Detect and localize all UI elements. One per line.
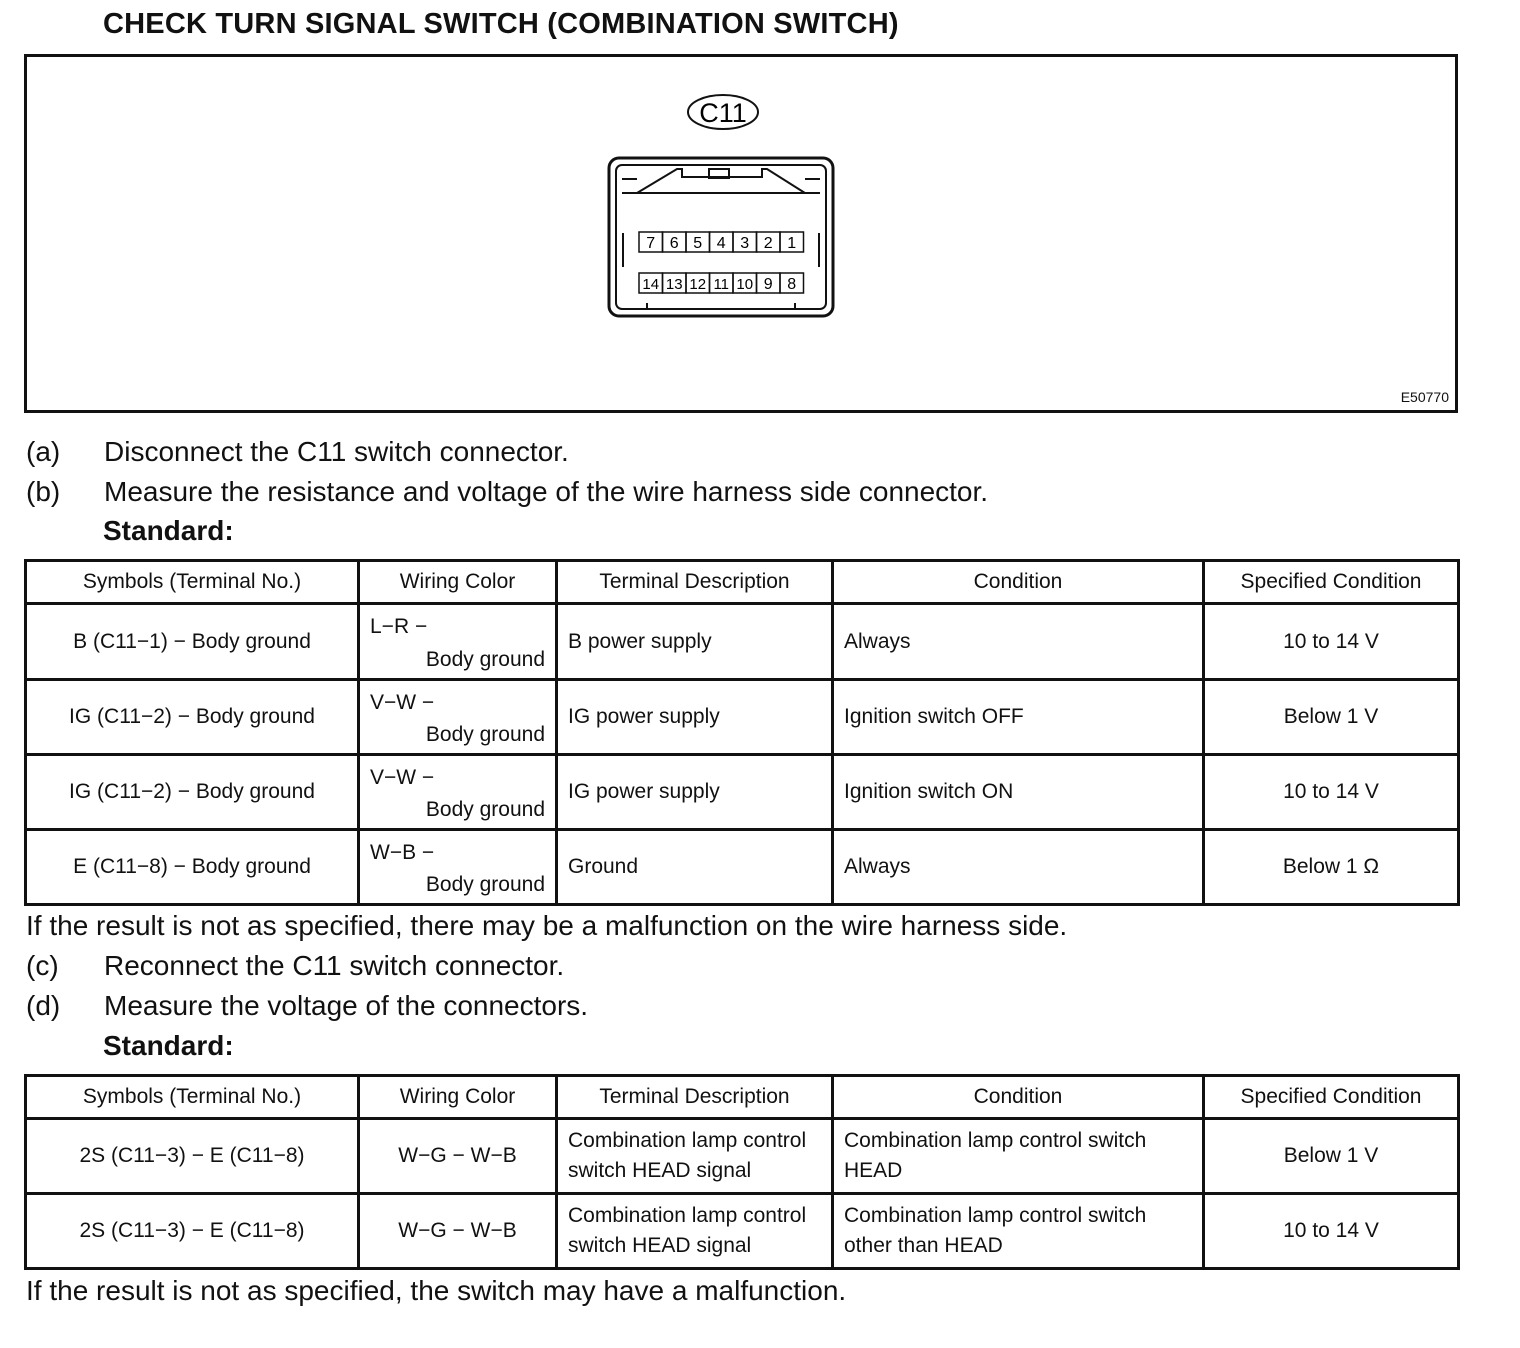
- spec-table-2: [24, 1074, 1460, 1270]
- step-text: Measure the voltage of the connectors.: [104, 990, 589, 1021]
- step-label: (d): [26, 990, 61, 1021]
- spec-cell: 10 to 14 V: [1204, 604, 1459, 680]
- condition-cell: Ignition switch OFF: [833, 680, 1204, 755]
- pin-number: 6: [669, 235, 679, 252]
- header-cell: Condition: [833, 561, 1204, 604]
- description-cell: [557, 1194, 833, 1269]
- standard-label: Standard:: [103, 515, 234, 546]
- result-note-1: If the result is not as specified, there may be a malfunction on the wire harness side.: [26, 910, 1068, 941]
- description-cell: IG power supply: [557, 680, 833, 755]
- symbol-cell: B (C11−1) − Body ground: [26, 604, 359, 680]
- condition-line-2: other than HEAD: [844, 1234, 1003, 1257]
- symbol-cell: E (C11−8) − Body ground: [26, 830, 359, 905]
- connector-figure: [24, 54, 1458, 413]
- header-cell: Specified Condition: [1204, 561, 1459, 604]
- spec-cell: Below 1 V: [1204, 1119, 1459, 1194]
- table-row: [26, 755, 1459, 830]
- wire-line-2: Body ground: [425, 873, 545, 896]
- pin-number: 14: [642, 276, 660, 293]
- wire-line-2: Body ground: [425, 648, 545, 671]
- figure-code: E50770: [1400, 389, 1449, 405]
- pin-number: 11: [713, 276, 730, 293]
- description-cell: B power supply: [557, 604, 833, 680]
- spec-cell: 10 to 14 V: [1204, 1194, 1459, 1269]
- spec-table-1: [24, 559, 1460, 906]
- connector-label: C11: [699, 98, 747, 128]
- wiring-cell: [359, 680, 557, 755]
- header-cell: Symbols (Terminal No.): [26, 561, 359, 604]
- spec-cell: Below 1 Ω: [1204, 830, 1459, 905]
- spec-cell: Below 1 V: [1204, 680, 1459, 755]
- table-header-row: [26, 1076, 1459, 1119]
- table-row: [26, 604, 1459, 680]
- table-row: [26, 1194, 1459, 1269]
- table-row: [26, 680, 1459, 755]
- header-cell: Specified Condition: [1204, 1076, 1459, 1119]
- condition-cell: Always: [833, 830, 1204, 905]
- wiring-cell: [359, 755, 557, 830]
- description-line-2: switch HEAD signal: [568, 1234, 752, 1257]
- condition-cell: [833, 1194, 1204, 1269]
- wire-line-1: V−W −: [370, 766, 435, 789]
- description-line-1: Combination lamp control: [568, 1204, 807, 1227]
- header-cell: Symbols (Terminal No.): [26, 1076, 359, 1119]
- pin-row-bottom: [639, 273, 804, 293]
- symbol-cell: 2S (C11−3) − E (C11−8): [26, 1194, 359, 1269]
- description-cell: [557, 1119, 833, 1194]
- header-cell: Terminal Description: [557, 561, 833, 604]
- pin-number: 13: [665, 276, 683, 293]
- result-note-2: If the result is not as specified, the switch may have a malfunction.: [26, 1275, 847, 1306]
- wiring-cell: W−G − W−B: [359, 1194, 557, 1269]
- wiring-cell: [359, 604, 557, 680]
- header-cell: Condition: [833, 1076, 1204, 1119]
- symbol-cell: IG (C11−2) − Body ground: [26, 755, 359, 830]
- pin-number: 9: [763, 276, 773, 293]
- pin-number: 4: [716, 235, 726, 252]
- condition-line-1: Combination lamp control switch: [844, 1204, 1147, 1227]
- pin-number: 2: [763, 235, 773, 252]
- table-row: [26, 1119, 1459, 1194]
- connector-diagram: [27, 57, 1455, 410]
- condition-line-2: HEAD: [844, 1159, 903, 1182]
- step-label: (c): [26, 950, 59, 981]
- description-cell: IG power supply: [557, 755, 833, 830]
- wire-line-1: V−W −: [370, 691, 435, 714]
- standard-label: Standard:: [103, 1030, 234, 1061]
- symbol-cell: IG (C11−2) − Body ground: [26, 680, 359, 755]
- condition-cell: Ignition switch ON: [833, 755, 1204, 830]
- pin-number: 10: [736, 276, 754, 293]
- wire-line-2: Body ground: [425, 723, 545, 746]
- description-cell: Ground: [557, 830, 833, 905]
- header-cell: Terminal Description: [557, 1076, 833, 1119]
- header-cell: Wiring Color: [359, 561, 557, 604]
- wiring-cell: W−G − W−B: [359, 1119, 557, 1194]
- pin-number: 7: [646, 235, 656, 252]
- pin-row-top: [639, 232, 804, 252]
- pin-number: 8: [787, 276, 797, 293]
- step-text: Measure the resistance and voltage of the wire harness side connector.: [104, 476, 989, 507]
- pin-number: 3: [740, 235, 750, 252]
- pin-number: 12: [689, 276, 707, 293]
- table-header-row: [26, 561, 1459, 604]
- condition-cell: Always: [833, 604, 1204, 680]
- description-line-1: Combination lamp control: [568, 1129, 807, 1152]
- step-text: Disconnect the C11 switch connector.: [104, 436, 569, 467]
- wiring-cell: [359, 830, 557, 905]
- step-text: Reconnect the C11 switch connector.: [104, 950, 565, 981]
- header-cell: Wiring Color: [359, 1076, 557, 1119]
- step-label: (a): [26, 436, 61, 467]
- description-line-2: switch HEAD signal: [568, 1159, 752, 1182]
- pin-number: 1: [787, 235, 797, 252]
- pin-number: 5: [693, 235, 703, 252]
- wire-line-1: L−R −: [370, 615, 428, 638]
- step-label: (b): [26, 476, 61, 507]
- page-title: CHECK TURN SIGNAL SWITCH (COMBINATION SWITCH): [103, 8, 899, 40]
- symbol-cell: 2S (C11−3) − E (C11−8): [26, 1119, 359, 1194]
- wire-line-1: W−B −: [370, 841, 435, 864]
- spec-cell: 10 to 14 V: [1204, 755, 1459, 830]
- table-row: [26, 830, 1459, 905]
- condition-line-1: Combination lamp control switch: [844, 1129, 1147, 1152]
- condition-cell: [833, 1119, 1204, 1194]
- wire-line-2: Body ground: [425, 798, 545, 821]
